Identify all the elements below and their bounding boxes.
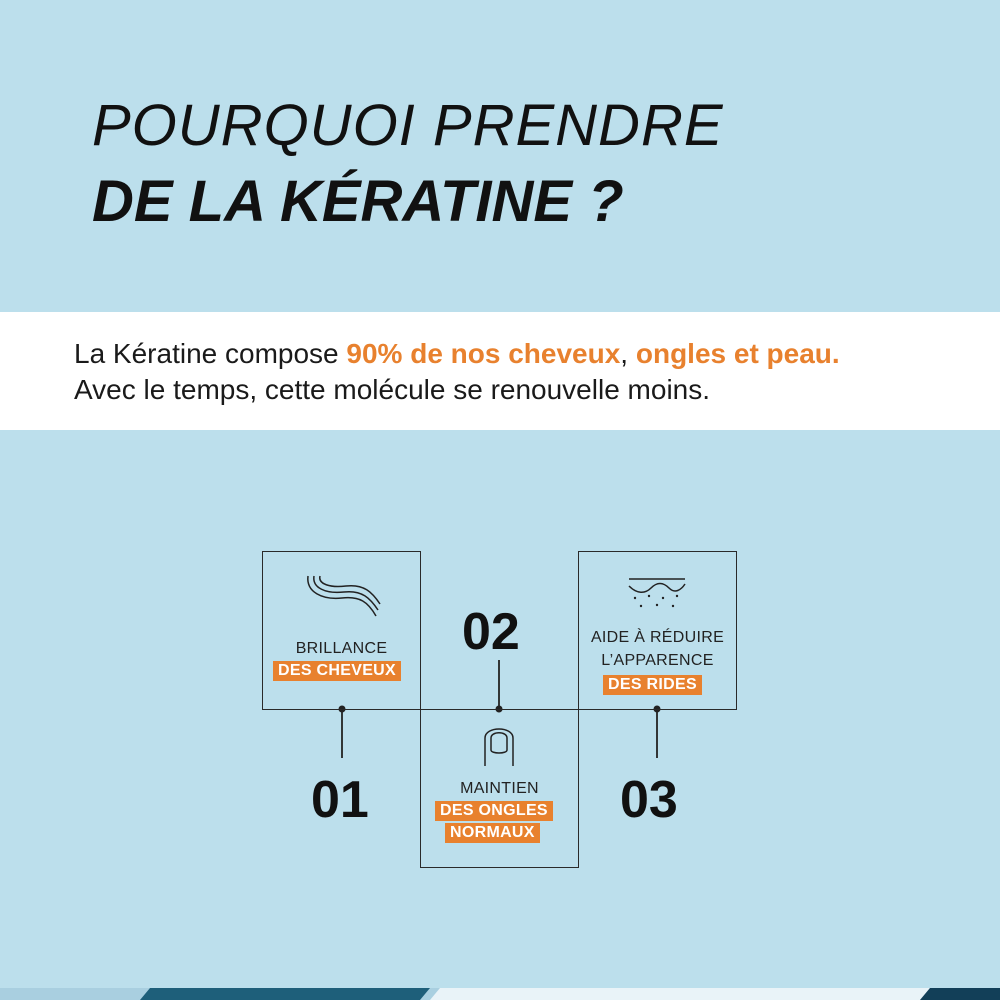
footer-stripe [0, 988, 1000, 1000]
intro-highlight-hair: 90% de nos cheveux [346, 338, 621, 369]
benefit-1-label: BRILLANCE [295, 640, 388, 657]
benefit-3-tag: DES RIDES [603, 675, 702, 695]
benefit-2-tag-line1: DES ONGLES [435, 801, 553, 821]
benefit-3-label-line2: L’APPARENCE [601, 652, 714, 669]
page-title-line1: POURQUOI PRENDRE [92, 93, 724, 158]
hair-waves-icon [302, 572, 382, 622]
fingernail-icon [479, 720, 519, 768]
benefit-3-label-line1: AIDE À RÉDUIRE [590, 629, 725, 646]
benefit-3-number: 03 [620, 771, 678, 829]
benefit-1-number: 01 [311, 771, 369, 829]
benefit-2-tag-line2: NORMAUX [445, 823, 540, 843]
intro-separator: , [620, 338, 636, 369]
intro-highlight-nails-skin: ongles et peau. [635, 338, 840, 369]
intro-line2: Avec le temps, cette molécule se renouvelle moins. [74, 374, 711, 405]
page-title-line2: DE LA KÉRATINE ? [92, 169, 624, 234]
benefit-1-tag: DES CHEVEUX [273, 661, 401, 681]
benefit-2-label: MAINTIEN [460, 780, 539, 797]
benefit-2-number: 02 [462, 603, 520, 661]
skin-layers-icon [627, 576, 687, 610]
intro-part1: La Kératine compose [74, 338, 347, 369]
